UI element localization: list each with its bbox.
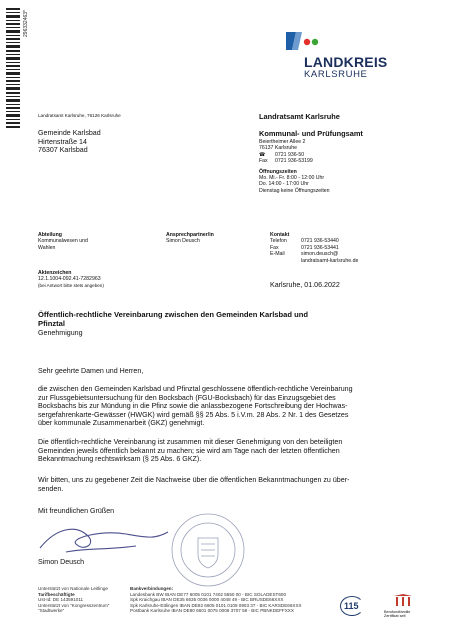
- email-link-continued[interactable]: landratsamt-karlsruhe.de: [301, 257, 359, 264]
- contact-row-label: Telefon: [270, 238, 287, 245]
- family-badge: [384, 592, 424, 626]
- contact-row-label: Fax: [270, 244, 279, 251]
- contact-column: [270, 232, 440, 264]
- landkreis-logo: [284, 30, 444, 80]
- phone-icon: ☎: [259, 151, 266, 158]
- authority-street: Beiertheimer Allee 2: [259, 139, 306, 145]
- contact-row: [270, 258, 440, 264]
- footer-line: Tarifbeschäftigte: [38, 591, 75, 597]
- paragraph-line: über kommunale Zusammenarbeit (GKZ) genehmigt.: [38, 419, 205, 428]
- department-column: [38, 232, 88, 251]
- hours-line: Dienstag keine Öffnungszeiten: [259, 187, 330, 194]
- sender-line: Landratsamt Karlsruhe, 76126 Karlsruhe: [38, 113, 121, 118]
- hours-title: Öffnungszeiten: [259, 168, 297, 175]
- barcode: [6, 8, 28, 128]
- paragraph-publication: [38, 438, 410, 464]
- authority-name: Landratsamt Karlsruhe: [259, 112, 340, 121]
- authority-city: 76137 Karlsruhe: [259, 145, 298, 152]
- bank-line: Spk Kraichgau IBAN DE35 6635 0036 0000 4048 49 - BIC BRUSDE66XXX: [130, 597, 284, 603]
- department-value: Kommunalwesen und: [38, 238, 88, 245]
- recipient-line: 76307 Karlsbad: [38, 146, 88, 155]
- closing: Mit freundlichen Grüßen: [38, 507, 115, 515]
- paragraph-request: [38, 476, 410, 493]
- official-seal: [168, 510, 248, 590]
- paragraph-line: zur Flussgebietsuntersuchung für den Bocksbach (FGU-Bocksbach) für das Einzugsgebiet des: [38, 393, 336, 402]
- bank-line: Postbank Karlsruhe IBAN DE80 6601 0075 0006 3707 58 - BIC PBNKDEFFXXX: [130, 608, 294, 614]
- paragraph-line: sergefahrenkarte-Gewässer (HWGK) wird gemäß §§ 25 Abs. 5 i.V.m. 28 Abs. 2 Nr. 1 des Gesetzes: [38, 410, 349, 419]
- recipient-address: [38, 129, 101, 155]
- paragraph-line: Die öffentlich-rechtliche Vereinbarung ist zusammen mit dieser Genehmigung von den beteiligten: [38, 438, 343, 446]
- contact-person-value: Simon Deusch: [166, 238, 200, 245]
- contact-row-value: 0721 936-53441: [301, 244, 339, 251]
- signer-name: Simon Deusch: [38, 558, 85, 566]
- logo-mark-icon: [284, 30, 318, 52]
- contact-person-column: [166, 232, 214, 245]
- paragraph-line: die zwischen den Gemeinden Karlsbad und Pfinztal geschlossene öffentlich-rechtliche Vereinbarung: [38, 385, 353, 393]
- subject: [38, 310, 418, 337]
- paragraph-approval: [38, 385, 410, 428]
- bank-line: Spk Karlsruhe-Ettlingen IBAN DE82 6605 0101 0108 0903 37 - BIC KARSDE66XXX: [130, 602, 302, 608]
- recipient-line: Gemeinde Karlsbad: [38, 129, 101, 137]
- badge-115: [340, 596, 364, 616]
- paragraph-line: Gemeinden jeweils öffentlich bekannt zu machen; sie wird am Tage nach der letzten öffentlichen: [38, 446, 340, 455]
- footer-line: Unterstützt von "Kongresszentrum": [38, 602, 110, 608]
- file-ref-label: Aktenzeichen: [38, 270, 72, 276]
- family-badge-text: Zertifikat seit: [384, 614, 406, 619]
- contact-row-label: E-Mail: [270, 251, 285, 258]
- paragraph-line: Bocksbachs bis zur Mündung in die Pfinz sowie die anlassbezogene Fortschreibung der Hochwas-: [38, 402, 348, 411]
- paragraph-line: Bekanntmachung rechtswirksam (§ 25 Abs. 6 GKZ).: [38, 455, 202, 464]
- recipient-line: Hirtenstraße 14: [38, 137, 87, 146]
- logo-text-line1: LANDKREIS: [304, 54, 388, 70]
- file-ref-value: 12.1.1004-092.41-7282963: [38, 276, 101, 283]
- subject-title: Öffentlich-rechtliche Vereinbarung zwischen den Gemeinden Karlsbad und: [38, 310, 309, 319]
- department-label: Abteilung: [38, 232, 62, 238]
- footer-left: [38, 586, 109, 614]
- bank-title: Bankverbindungen:: [130, 586, 174, 591]
- family-badge-text: Berufundfamilie: [384, 610, 411, 614]
- letter-date: Karlsruhe, 01.06.2022: [270, 281, 340, 289]
- paragraph-line: senden.: [38, 484, 64, 493]
- barcode-graphic: [6, 8, 20, 128]
- contact-person-label: Ansprechpartner/in: [166, 232, 214, 238]
- salutation: Sehr geehrte Damen und Herren,: [38, 367, 144, 375]
- subject-subtitle: Genehmigung: [38, 328, 83, 337]
- signature-image: [36, 518, 176, 558]
- authority-department: Kommunal- und Prüfungsamt: [259, 129, 363, 138]
- hours-line: Mo. Mi.- Fr. 8:00 - 12:00 Uhr: [259, 175, 325, 182]
- bank-line: Landesbank BW IBAN DE77 6005 0101 7402 5650 00 - BIC SOLADEST600: [130, 591, 287, 597]
- authority-phone: 0721 936-50: [275, 151, 305, 158]
- badge-115-text: 115: [344, 601, 359, 611]
- email-link[interactable]: simon.deusch@: [301, 251, 339, 258]
- authority-fax: 0721 936-53199: [275, 158, 313, 165]
- logo-text-line2: KARLSRUHE: [304, 69, 368, 80]
- badge-115-swoosh-icon: [340, 596, 364, 616]
- department-value: Wahlen: [38, 244, 56, 251]
- hours-line: Do. 14:00 - 17:00 Uhr: [259, 181, 309, 188]
- footer-bank: [130, 586, 302, 614]
- file-ref-note: (bei Antwort bitte stets angeben): [38, 282, 104, 288]
- footer-line: Unterstützt von Nationale Leitlinge: [38, 586, 108, 591]
- footer-line: Ust-Id: DE 143591011: [38, 597, 84, 603]
- paragraph-line: Wir bitten, uns zu gegebener Zeit die Nachweise über die öffentlichen Bekanntmachungen zu über-: [38, 476, 350, 484]
- family-badge-icon: [392, 592, 414, 608]
- barcode-number: 296332463*: [23, 10, 29, 37]
- authority-fax-label: Fax: [259, 158, 268, 165]
- footer-line: "Stadtwerke": [38, 608, 65, 614]
- authority-fax-row: [259, 158, 439, 164]
- subject-title: Pfinztal: [38, 319, 66, 329]
- contact-row-value: 0721 936-53440: [301, 238, 339, 245]
- file-reference: [38, 270, 104, 288]
- authority-block: [259, 112, 439, 194]
- contact-label: Kontakt: [270, 232, 290, 238]
